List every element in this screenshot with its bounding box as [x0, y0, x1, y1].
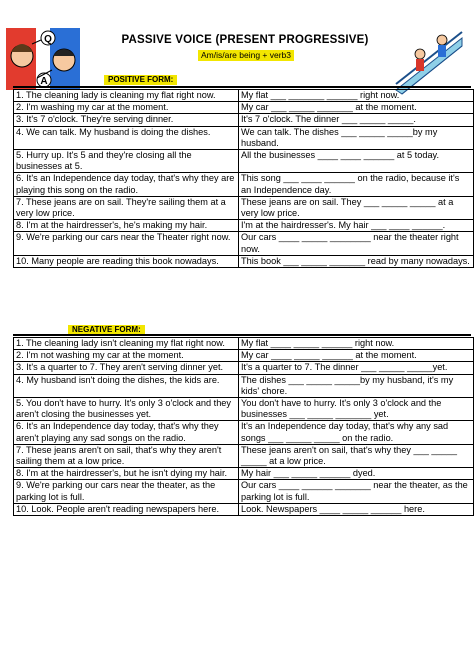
exercise-row	[14, 102, 474, 114]
passive-blank-sentence[interactable]: My car ___ _____ _______ at the moment.	[239, 102, 474, 114]
exercise-row	[14, 114, 474, 126]
passive-blank-sentence[interactable]: My car ____ _____ ______ at the moment.	[239, 350, 474, 362]
exercise-row	[14, 503, 474, 515]
exercise-row	[14, 468, 474, 480]
active-sentence: 3. It's a quarter to 7. They aren't serving dinner yet.	[14, 362, 239, 374]
passive-blank-sentence[interactable]: I'm at the hairdresser's. My hair ___ ____ ______.	[239, 220, 474, 232]
exercise-row	[14, 255, 474, 267]
exercise-row	[14, 232, 474, 255]
passive-blank-sentence[interactable]: These jeans are on sail. They ___ _____ _____ at a very low price.	[239, 196, 474, 219]
active-sentence: 5. Hurry up. It's 5 and they're closing all the businesses at 5.	[14, 150, 239, 173]
passive-blank-sentence[interactable]: Look. Newspapers ____ _____ ______ here.	[239, 503, 474, 515]
positive-form-label: POSITIVE FORM:	[104, 75, 177, 85]
passive-blank-sentence[interactable]: It's an Independence day today, that's why any sad songs ___ _____ _____ on the radio.	[239, 421, 474, 444]
exercise-row	[14, 150, 474, 173]
passive-blank-sentence[interactable]: This book ___ _____ _______ read by many nowadays.	[239, 255, 474, 267]
passive-blank-sentence[interactable]: You don't have to hurry. It's only 3 o'clock and the businesses ___ _____ _______ yet.	[239, 398, 474, 421]
exercise-row	[14, 374, 474, 397]
passive-blank-sentence[interactable]: My flat ___ _______ ______ right now.	[239, 90, 474, 102]
passive-blank-sentence[interactable]: Our cars ____ _____ ________ near the theater right now.	[239, 232, 474, 255]
passive-blank-sentence[interactable]: This song ___ ____ ______ on the radio, because it's an Independence day.	[239, 173, 474, 196]
active-sentence: 6. It's an Independence day today, that's why they are playing this song on the radio.	[14, 173, 239, 196]
active-sentence: 1. The cleaning lady is cleaning my flat right now.	[14, 90, 239, 102]
positive-table-rule	[13, 86, 471, 88]
passive-blank-sentence[interactable]: My hair ___ _____ ______ dyed.	[239, 468, 474, 480]
passive-blank-sentence[interactable]: Our cars ____ ______ _______ near the theater, as the parking lot is full.	[239, 480, 474, 503]
worksheet-title: PASSIVE VOICE (PRESENT PROGRESSIVE)	[121, 34, 369, 46]
worksheet-subtitle: Am/is/are being + verb3	[198, 50, 294, 61]
exercise-row	[14, 220, 474, 232]
exercise-row	[14, 362, 474, 374]
active-sentence: 10. Many people are reading this book nowadays.	[14, 255, 239, 267]
active-sentence: 1. The cleaning lady isn't cleaning my flat right now.	[14, 338, 239, 350]
passive-blank-sentence[interactable]: The dishes ___ _____ _____by my husband, it's my kids' chore.	[239, 374, 474, 397]
active-sentence: 4. We can talk. My husband is doing the dishes.	[14, 126, 239, 149]
exercise-row	[14, 90, 474, 102]
passive-blank-sentence[interactable]: We can talk. The dishes ___ _____ _____by my husband.	[239, 126, 474, 149]
exercise-row	[14, 196, 474, 219]
active-sentence: 10. Look. People aren't reading newspapers here.	[14, 503, 239, 515]
negative-exercise-table	[13, 337, 474, 516]
exercise-row	[14, 173, 474, 196]
exercise-row	[14, 398, 474, 421]
qa-a-letter: A	[40, 76, 48, 87]
active-sentence: 7. These jeans aren't on sail, that's why they aren't sailing them at a low price.	[14, 444, 239, 467]
active-sentence: 9. We're parking our cars near the Theater right now.	[14, 232, 239, 255]
active-sentence: 8. I'm at the hairdresser's, he's making my hair.	[14, 220, 239, 232]
passive-blank-sentence[interactable]: My flat ____ _____ ______ right now.	[239, 338, 474, 350]
active-sentence: 5. You don't have to hurry. It's only 3 o'clock and they aren't closing the businesses yet.	[14, 398, 239, 421]
passive-blank-sentence[interactable]: All the businesses ____ ____ ______ at 5 today.	[239, 150, 474, 173]
active-sentence: 4. My husband isn't doing the dishes, the kids are.	[14, 374, 239, 397]
negative-form-label: NEGATIVE FORM:	[68, 325, 145, 335]
positive-exercise-table	[13, 89, 474, 268]
exercise-row	[14, 480, 474, 503]
question-answer-illustration	[4, 26, 82, 92]
qa-q-letter: Q	[44, 34, 52, 45]
active-sentence: 6. It's an Independence day today, that's why they aren't playing any sad songs on the radio.	[14, 421, 239, 444]
negative-table-rule	[13, 334, 471, 336]
active-sentence: 7. These jeans are on sail. They're sailing them at a very low price.	[14, 196, 239, 219]
exercise-row	[14, 421, 474, 444]
exercise-row	[14, 126, 474, 149]
active-sentence: 3. It's 7 o'clock. They're serving dinner.	[14, 114, 239, 126]
passive-blank-sentence[interactable]: These jeans aren't on sail, that's why they ___ _____ _____ at a low price.	[239, 444, 474, 467]
exercise-row	[14, 350, 474, 362]
passive-blank-sentence[interactable]: It's a quarter to 7. The dinner ___ _____ _____yet.	[239, 362, 474, 374]
active-sentence: 2. I'm washing my car at the moment.	[14, 102, 239, 114]
active-sentence: 9. We're parking our cars near the theater, as the parking lot is full.	[14, 480, 239, 503]
exercise-row	[14, 444, 474, 467]
passive-blank-sentence[interactable]: It's 7 o'clock. The dinner ___ _____ _____.	[239, 114, 474, 126]
active-sentence: 2. I'm not washing my car at the moment.	[14, 350, 239, 362]
exercise-row	[14, 338, 474, 350]
active-sentence: 8. I'm at the hairdresser's, but he isn't dying my hair.	[14, 468, 239, 480]
